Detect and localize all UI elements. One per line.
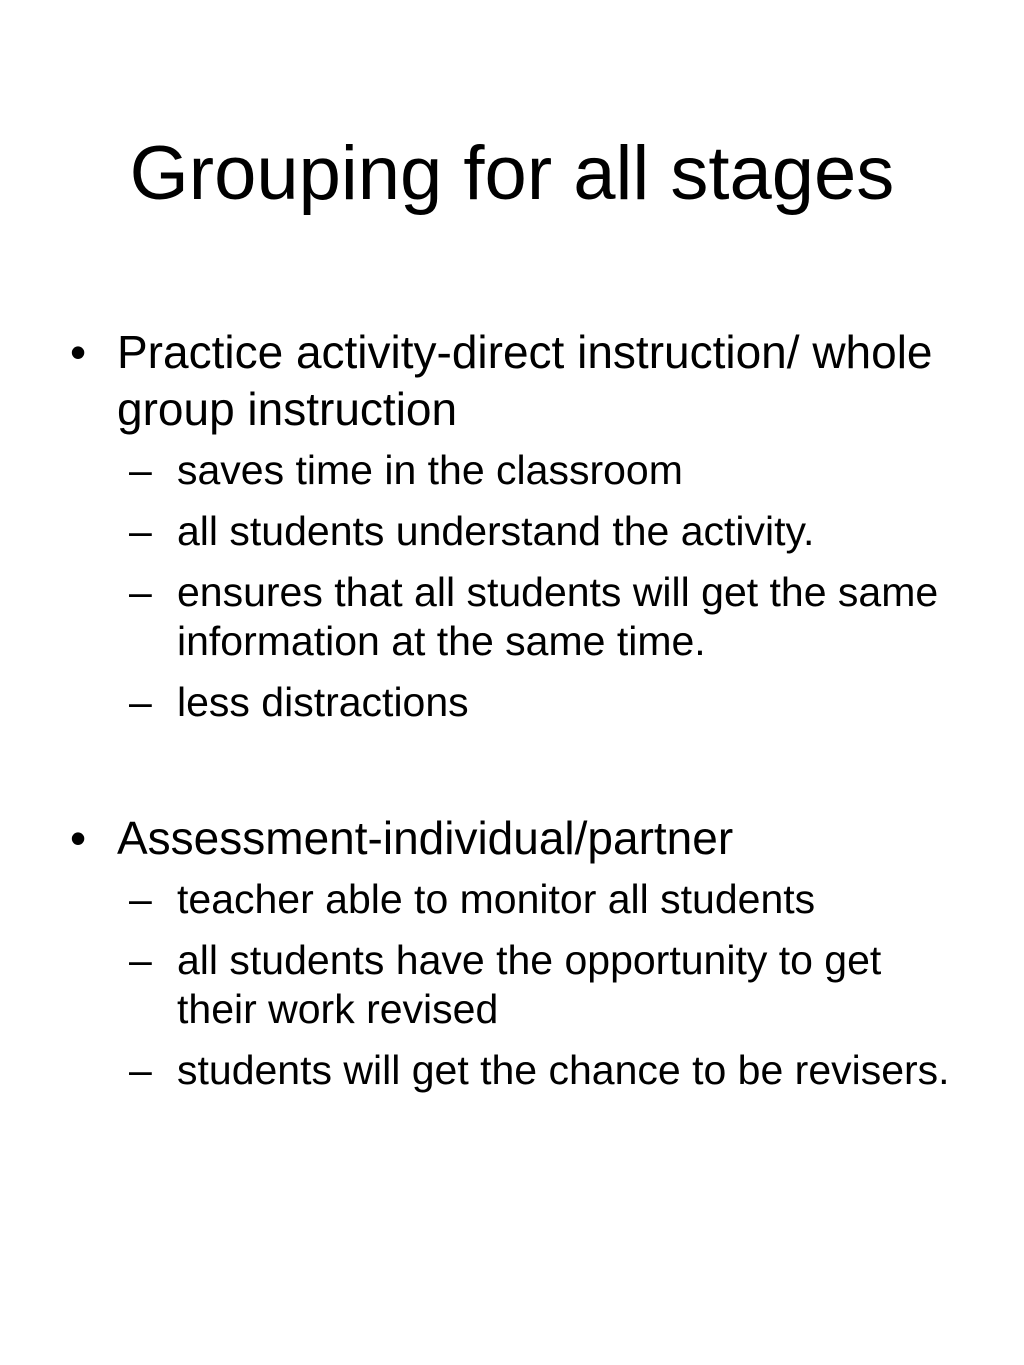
sub-point bbox=[0, 875, 967, 924]
sub-point-text: saves time in the classroom bbox=[177, 447, 683, 493]
dash-icon: – bbox=[129, 679, 152, 725]
dash-icon: – bbox=[129, 508, 152, 554]
slide-title: Grouping for all stages bbox=[129, 131, 895, 216]
dash-icon: – bbox=[129, 447, 152, 493]
dash-icon: – bbox=[129, 876, 152, 922]
bullet-icon: • bbox=[70, 812, 87, 864]
sub-point-list bbox=[0, 875, 1024, 1095]
sub-point-text: less distractions bbox=[177, 679, 469, 725]
dash-icon: – bbox=[129, 1047, 152, 1093]
bullet-heading-text: Practice activity-direct instruction/ whole group instruction bbox=[117, 326, 933, 435]
bullet-heading bbox=[0, 810, 977, 867]
sub-point bbox=[0, 1046, 967, 1095]
sub-point bbox=[0, 507, 967, 556]
section-assessment bbox=[0, 810, 1024, 1107]
sub-point-text: teacher able to monitor all students bbox=[177, 876, 816, 922]
sub-point bbox=[0, 678, 967, 727]
sub-point-list bbox=[0, 446, 1024, 727]
sub-point-text: all students understand the activity. bbox=[177, 508, 815, 554]
dash-icon: – bbox=[129, 569, 152, 615]
bullet-icon: • bbox=[70, 326, 87, 378]
sub-point bbox=[0, 936, 967, 1034]
bullet-heading-text: Assessment-individual/partner bbox=[117, 812, 734, 864]
bullet-heading bbox=[0, 324, 977, 438]
sub-point bbox=[0, 568, 967, 666]
sub-point-text: all students have the opportunity to get their work revised bbox=[177, 937, 882, 1032]
sub-point-text: ensures that all students will get the same information at the same time. bbox=[177, 569, 939, 664]
dash-icon: – bbox=[129, 937, 152, 983]
section-practice bbox=[0, 324, 1024, 739]
sub-point bbox=[0, 446, 967, 495]
sub-point-text: students will get the chance to be revisers. bbox=[177, 1047, 950, 1093]
